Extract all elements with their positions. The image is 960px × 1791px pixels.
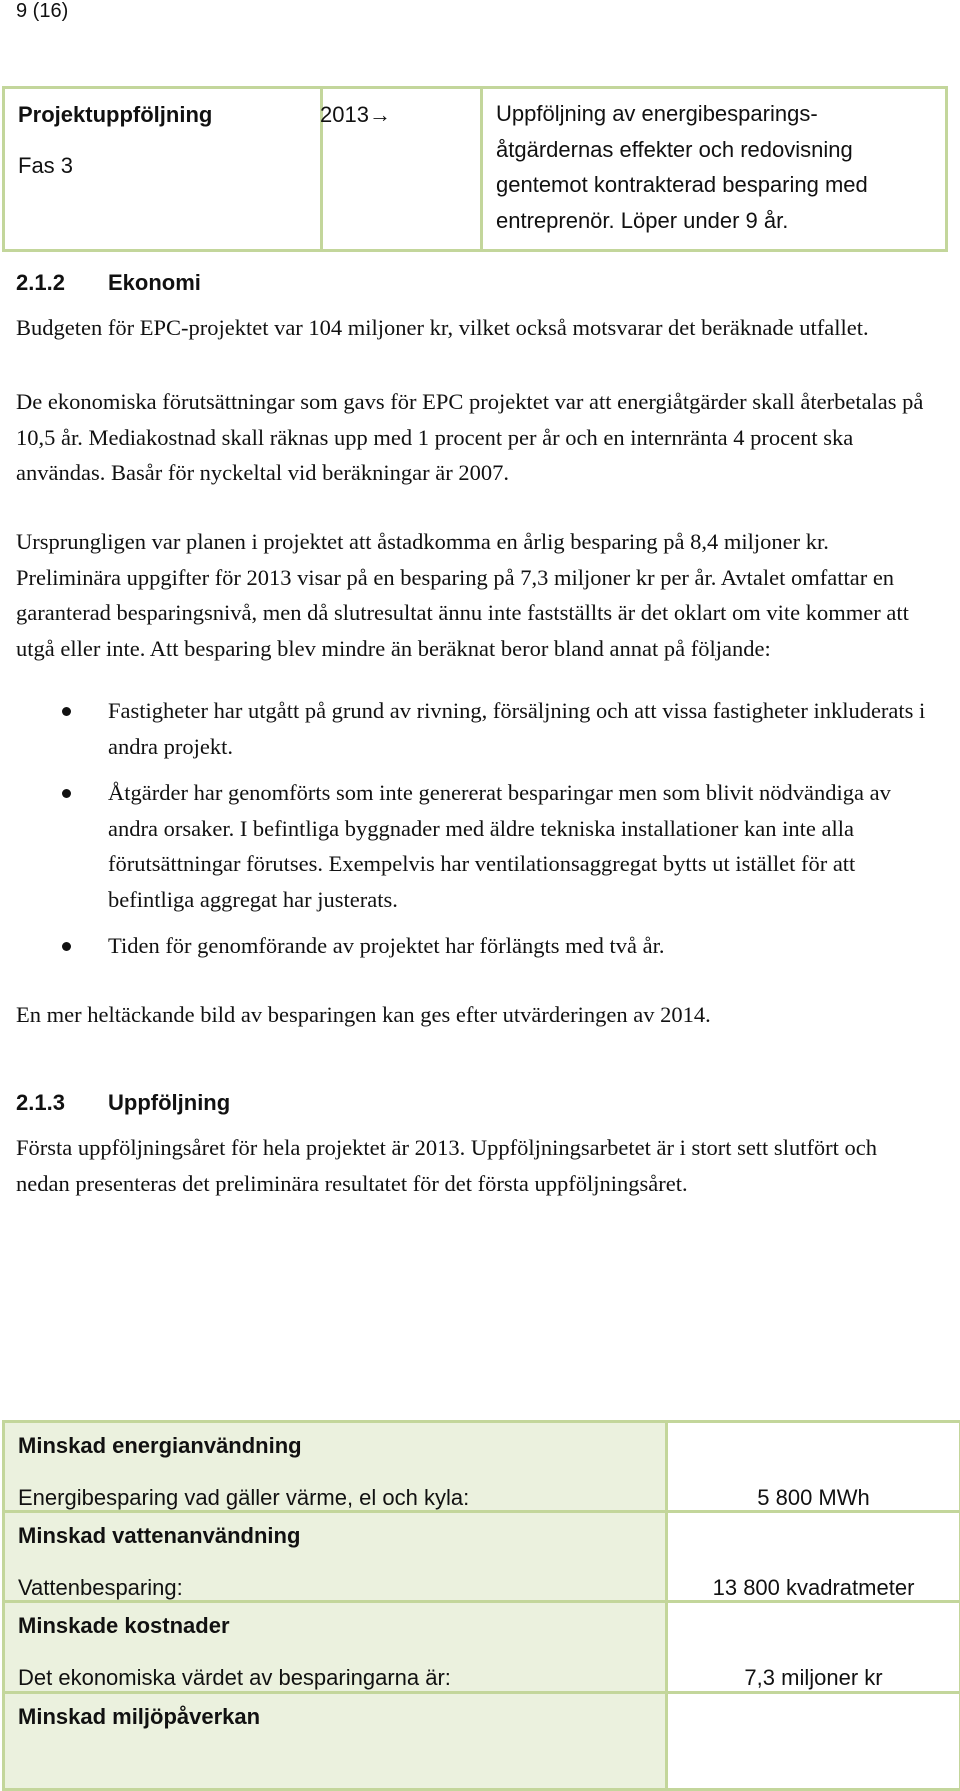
table-row [2,1691,960,1791]
bullet-icon [62,707,71,716]
phase-description: Uppföljning av energibesparings-åtgärdernas effekter och redovisning gentemot kontrakterad besparing med entreprenör. Löper under 9 år. [496,101,868,233]
results-label-cell [2,1600,668,1694]
heading-number: 2.1.2 [16,270,65,295]
list-item: Åtgärder har genomförts som inte genererat besparingar men som blivit nödvändiga av andra orsaker. I befintliga byggnader med äldre tekniska installationer kan inte alla förutsättningar förutses. Exempelvis har ventilationsaggregat bytts ut istället för att befintliga aggregat har justerats. [16,775,936,917]
results-value: 5 800 MWh [757,1485,870,1510]
results-label-cell [2,1420,668,1513]
economy-paragraph-4: En mer heltäckande bild av besparingen kan ges efter utvärderingen av 2014. [16,1002,711,1027]
table-row [2,1510,960,1603]
phase-year: 2013→ [320,102,391,127]
results-heading: Minskad vattenanvändning [18,1523,301,1548]
phase-cell-year [320,89,483,249]
results-value-cell [665,1420,960,1513]
results-value: 13 800 kvadratmeter [712,1575,915,1600]
page-number: 9 (16) [16,0,69,22]
results-heading: Minskade kostnader [18,1613,230,1638]
phase-table [2,86,948,252]
bullet-icon [62,942,71,951]
phase-cell-description [483,89,945,249]
phase-cell-name [5,89,323,249]
heading-economy [16,270,201,296]
phase-title: Projektuppföljning [18,102,213,127]
bullet-icon [62,789,71,798]
list-item: Fastigheter har utgått på grund av rivning, försäljning och att vissa fastigheter inkluderats i andra projekt. [16,693,936,764]
heading-title: Uppföljning [108,1090,231,1115]
list-item: Tiden för genomförande av projektet har förlängts med två år. [16,928,936,964]
phase-subtitle: Fas 3 [18,153,74,178]
heading-number: 2.1.3 [16,1090,65,1115]
results-value: 7,3 miljoner kr [744,1665,883,1690]
table-row [2,1600,960,1694]
reasons-list [16,693,936,975]
results-value-cell [665,1600,960,1694]
heading-title: Ekonomi [108,270,201,295]
economy-paragraph-3: Ursprungligen var planen i projektet att åstadkomma en årlig besparing på 8,4 miljoner kr. Preliminära uppgifter för 2013 visar på en besparing på 7,3 miljoner kr per år. Avtalet omfattar en garanterad besparingsnivå, men då slutresultat ännu inte fastställts är det oklart om vite kommer att utgå eller inte. Att besparing blev mindre än beräknat beror bland annat på följande: [16,529,909,661]
economy-paragraph-1: Budgeten för EPC-projektet var 104 miljoner kr, vilket också motsvarar det beräknade utfallet. [16,315,869,340]
results-table [2,1420,960,1791]
results-heading: Minskad energianvändning [18,1433,302,1458]
results-label: Vattenbesparing: [18,1575,183,1600]
results-value-cell [665,1691,960,1791]
results-label: Energibesparing vad gäller värme, el och kyla: [18,1485,470,1510]
results-label: Det ekonomiska värdet av besparingarna är: [18,1665,451,1690]
results-value-cell [665,1510,960,1603]
heading-followup [16,1090,230,1116]
results-heading: Minskad miljöpåverkan [18,1704,261,1729]
economy-paragraph-2: De ekonomiska förutsättningar som gavs för EPC projektet var att energiåtgärder skall återbetalas på 10,5 år. Mediakostnad skall räknas upp med 1 procent per år och en internränta 4 procent ska användas. Basår för nyckeltal vid beräkningar är 2007. [16,389,924,485]
followup-paragraph-1: Första uppföljningsåret för hela projektet är 2013. Uppföljningsarbetet är i stort sett slutfört och nedan presenteras det preliminära resultatet för det första uppföljningsåret. [16,1135,878,1196]
results-label-cell [2,1510,668,1603]
table-row [2,1420,960,1513]
results-label-cell [2,1691,668,1791]
